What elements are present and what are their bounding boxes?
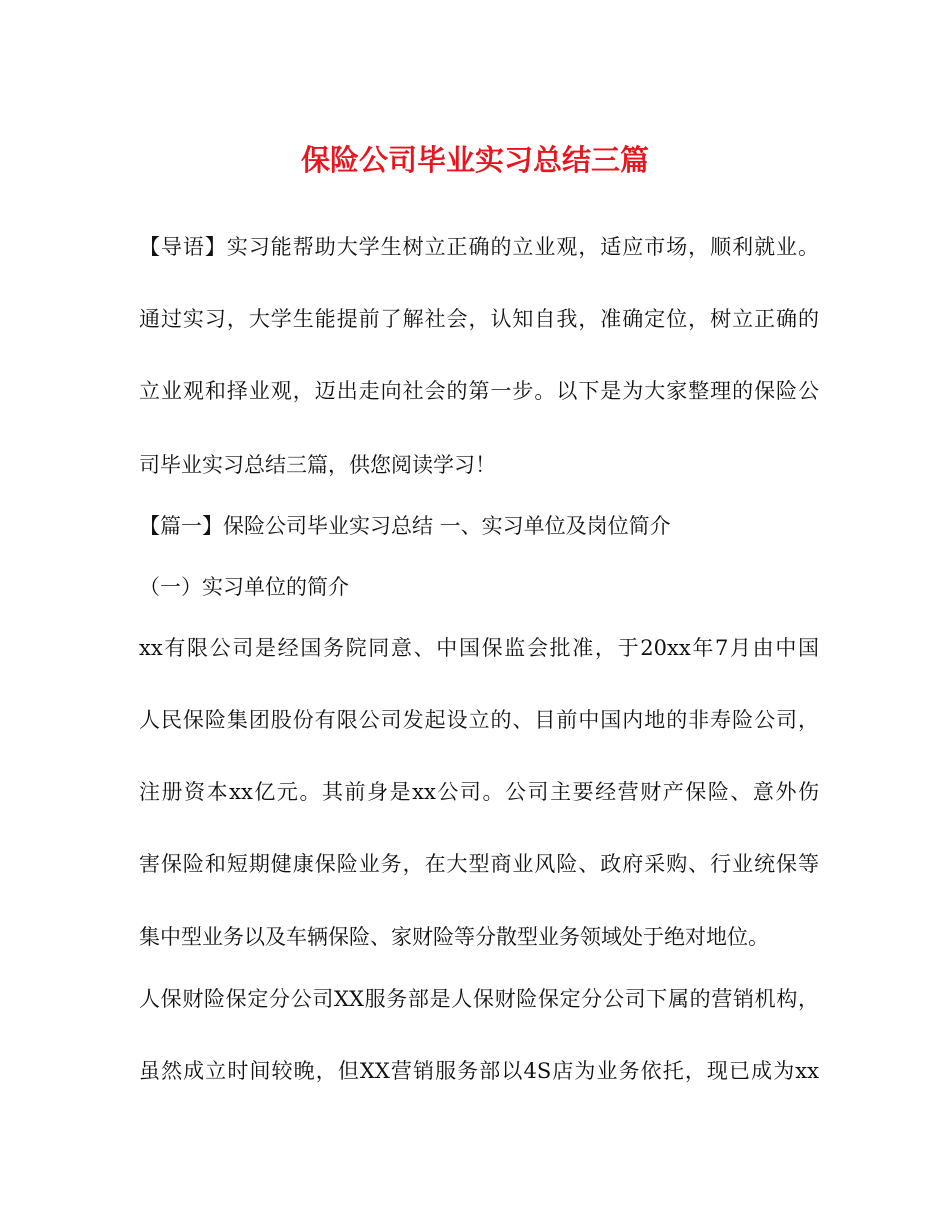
paragraph-line: 【导语】实习能帮助大学生树立正确的立业观，适应市场，顺利就业。 — [139, 235, 819, 259]
paragraph-line: 害保险和短期健康保险业务，在大型商业风险、政府采购、行业统保等 — [139, 852, 819, 876]
paragraph-line: 司毕业实习总结三篇，供您阅读学习！ — [139, 453, 496, 477]
paragraph-line: 人保财险保定分公司XX服务部是人保财险保定分公司下属的营销机构， — [139, 987, 819, 1011]
paragraph-line: 虽然成立时间较晚，但XX营销服务部以4S店为业务依托，现已成为xx — [139, 1059, 819, 1083]
paragraph-line: 立业观和择业观，迈出走向社会的第一步。以下是为大家整理的保险公 — [139, 379, 819, 403]
section-heading: 【篇一】保险公司毕业实习总结 一、实习单位及岗位简介 — [139, 514, 671, 538]
paragraph-line: xx有限公司是经国务院同意、中国保监会批准，于20xx年7月由中国 — [139, 636, 819, 660]
paragraph-line: 集中型业务以及车辆保险、家财险等分散型业务领域处于绝对地位。 — [139, 925, 769, 949]
paragraph-line: 注册资本xx亿元。其前身是xx公司。公司主要经营财产保险、意外伤 — [139, 780, 819, 804]
document-title: 保险公司毕业实习总结三篇 — [300, 143, 649, 177]
subsection-heading: （一）实习单位的简介 — [139, 575, 349, 599]
paragraph-line: 人民保险集团股份有限公司发起设立的、目前中国内地的非寿险公司， — [139, 708, 819, 732]
paragraph-line: 通过实习，大学生能提前了解社会，认知自我，准确定位，树立正确的 — [139, 307, 819, 331]
